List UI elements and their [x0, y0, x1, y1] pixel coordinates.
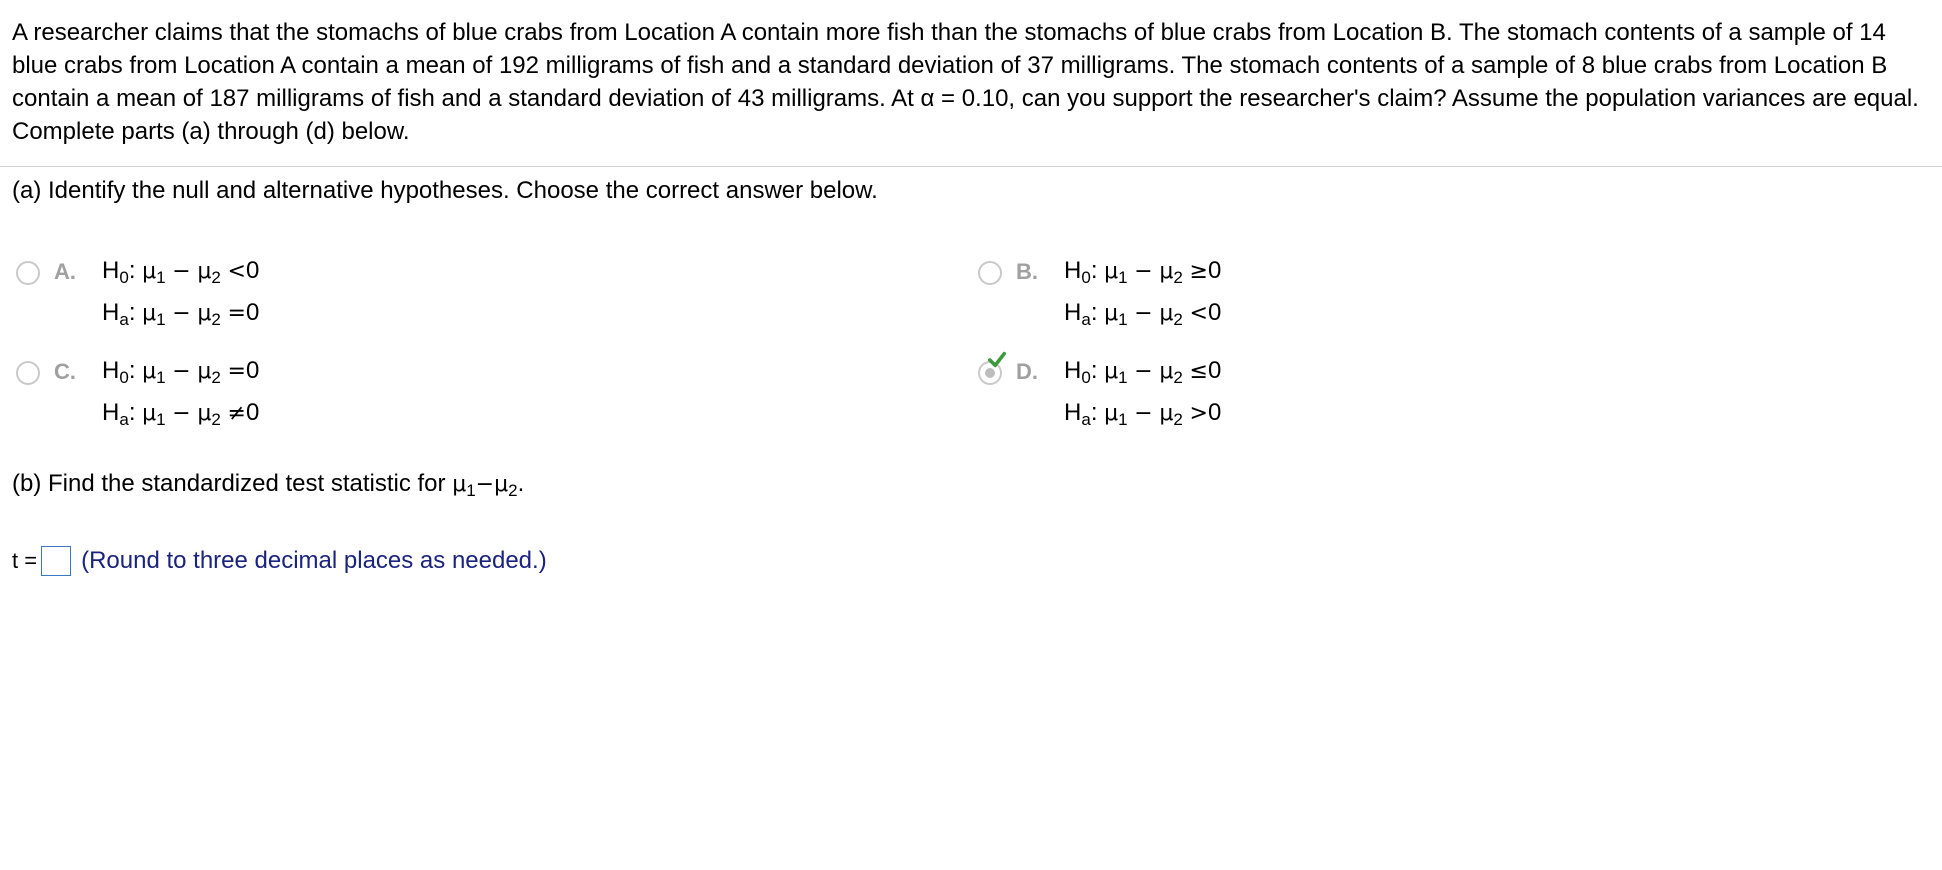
- radio-button[interactable]: [16, 361, 40, 385]
- alternative-hypothesis: $H_a$: $\mu_1 - \mu_2 =0$: [102, 299, 260, 329]
- checkmark-icon: [988, 351, 1006, 369]
- null-hypothesis: $H_0$: $\mu_1 - \mu_2 <0$: [102, 257, 260, 287]
- answer-row: [12, 544, 547, 578]
- radio-button[interactable]: [16, 261, 40, 285]
- choice-letter: C.: [54, 359, 76, 384]
- problem-statement: A researcher claims that the stomachs of blue crabs from Location A contain more fish than the stomachs of blue crabs from Location B. The stomach contents of a sample of 14 blue crabs from Location A contain a mean of 192 milligrams of fish and a standard deviation of 37 milligrams. The stomach contents of a sample of 8 blue crabs from Location B contain a mean of 187 milligrams of fish and a standard deviation of 43 milligrams. At α = 0.10, can you support the researcher's claim? Assume the population variances are equal. Complete parts (a) through (d) below.: [0, 0, 1942, 167]
- alternative-hypothesis: $H_a$: $\mu_1 - \mu_2 \ne 0$: [102, 399, 260, 429]
- choice-b[interactable]: [978, 257, 1578, 337]
- t-statistic-input[interactable]: [41, 546, 71, 576]
- alternative-hypothesis: $H_a$: $\mu_1 - \mu_2 >0$: [1064, 399, 1222, 429]
- null-hypothesis: $H_0$: $\mu_1 - \mu_2 =0$: [102, 357, 260, 387]
- radio-button[interactable]: [978, 261, 1002, 285]
- t-statistic-label: t =: [12, 548, 38, 573]
- choice-a[interactable]: [16, 257, 616, 337]
- null-hypothesis: $H_0$: $\mu_1 - \mu_2 \ge 0$: [1064, 257, 1222, 287]
- choice-letter: B.: [1016, 259, 1038, 284]
- null-hypothesis: $H_0$: $\mu_1 - \mu_2 \le 0$: [1064, 357, 1222, 387]
- choice-d[interactable]: [978, 357, 1578, 437]
- choice-c[interactable]: [16, 357, 616, 437]
- choice-letter: D.: [1016, 359, 1038, 384]
- part-a-question: (a) Identify the null and alternative hypotheses. Choose the correct answer below.: [12, 177, 878, 204]
- part-b-question: (b) Find the standardized test statistic for $\mu_1-\mu_2$.: [12, 470, 525, 500]
- rounding-hint: (Round to three decimal places as needed.): [81, 547, 547, 574]
- choice-letter: A.: [54, 259, 76, 284]
- alternative-hypothesis: $H_a$: $\mu_1 - \mu_2 <0$: [1064, 299, 1222, 329]
